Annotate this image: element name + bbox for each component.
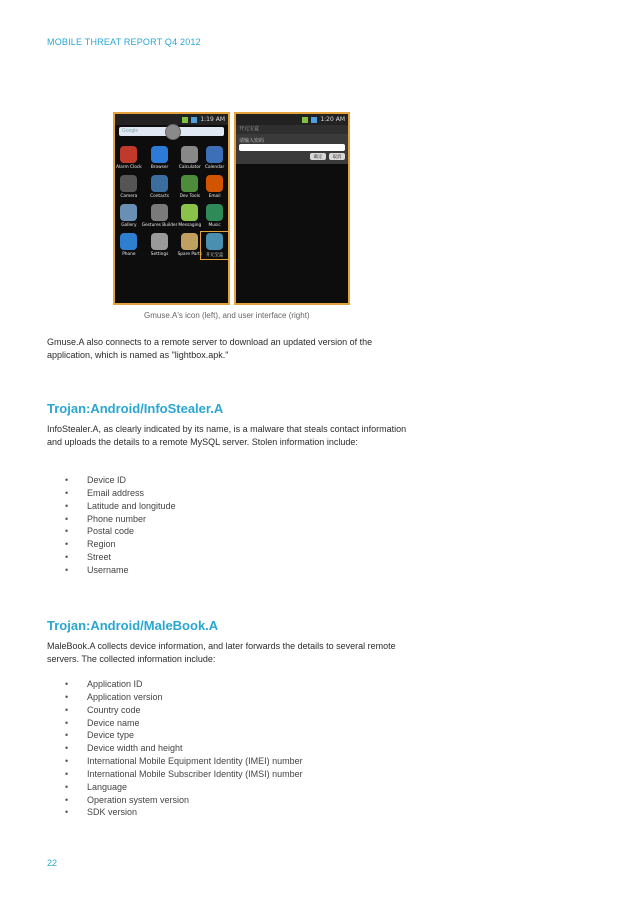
list-item <box>65 538 176 551</box>
app-icon <box>206 204 223 221</box>
list-item-text: Region <box>87 539 116 550</box>
list-item-text: Street <box>87 552 112 563</box>
app-icon <box>151 233 168 250</box>
list-item-text: Postal code <box>87 526 135 537</box>
list-item <box>65 525 176 538</box>
page-number: 22 <box>47 858 58 868</box>
list-item-text: International Mobile Subscriber Identity (IMSI) number <box>87 768 303 779</box>
list-item-text: Application ID <box>87 679 143 689</box>
app-label: Email <box>208 194 221 199</box>
phone-screenshot-password-dialog <box>234 112 350 305</box>
list-item-text: Application version <box>87 691 163 702</box>
list-item-text: Username <box>87 564 129 575</box>
google-search-bar <box>119 127 224 136</box>
app-icon <box>206 146 223 163</box>
app-label: Messaging <box>178 223 202 228</box>
list-item-text: Language <box>87 781 128 792</box>
app-icon-item <box>177 146 202 170</box>
bullet-icon: • <box>65 513 69 524</box>
app-icon <box>206 233 223 250</box>
ok-button: 确定 <box>310 153 326 160</box>
app-icon <box>151 204 168 221</box>
bullet-icon: • <box>65 794 69 805</box>
app-icon-item <box>142 204 178 228</box>
figure-caption: Gmuse.A's icon (left), and user interface (right) <box>144 311 310 320</box>
app-label: Settings <box>150 252 169 257</box>
bullet-icon: • <box>65 500 69 511</box>
bullet-icon: • <box>65 743 69 754</box>
app-icon-item <box>177 175 202 199</box>
signal-icon <box>302 117 308 123</box>
list-item-text: Device type <box>87 730 135 741</box>
bullet-icon: • <box>65 691 69 702</box>
app-icon-item <box>116 175 142 199</box>
app-label: Alarm Clock <box>116 165 142 170</box>
app-label: Contacts <box>150 194 170 199</box>
status-time: 1:19 AM <box>200 116 225 123</box>
app-icon <box>181 233 198 250</box>
app-grid <box>115 138 228 258</box>
bullet-list-infostealer <box>65 474 176 577</box>
list-item <box>65 806 303 819</box>
bullet-icon: • <box>65 526 69 537</box>
app-icon-item <box>177 233 202 258</box>
section-paragraph-malebook: MaleBook.A collects device information, and later forwards the details to several remote servers. The collected information include: <box>47 641 396 664</box>
app-icon <box>120 233 137 250</box>
list-item <box>65 487 176 500</box>
bullet-icon: • <box>65 807 69 818</box>
app-icon-item <box>202 146 227 170</box>
list-item-text: International Mobile Equipment Identity (IMEI) number <box>87 756 303 767</box>
list-item-text: Device width and height <box>87 743 183 754</box>
app-icon-item <box>116 146 142 170</box>
list-item-text: Country code <box>87 704 141 715</box>
list-item <box>65 755 303 768</box>
dialog-title: 开元宝盒 <box>236 125 348 134</box>
password-input <box>239 144 345 151</box>
app-icon <box>120 204 137 221</box>
bullet-icon: • <box>65 475 69 485</box>
signal-icon <box>182 117 188 123</box>
app-icon <box>181 204 198 221</box>
cancel-button: 取消 <box>329 153 345 160</box>
app-label: Gallery <box>121 223 137 228</box>
bullet-icon: • <box>65 756 69 767</box>
list-item <box>65 704 303 717</box>
app-icon-item <box>142 233 178 258</box>
app-label: Dev Tools <box>179 194 201 199</box>
list-item <box>65 474 176 487</box>
bullet-icon: • <box>65 781 69 792</box>
app-icon-item <box>142 146 178 170</box>
app-icon <box>151 146 168 163</box>
bullet-icon: • <box>65 552 69 563</box>
screenshot-figure <box>113 112 350 305</box>
password-dialog <box>236 134 348 164</box>
bullet-icon: • <box>65 768 69 779</box>
app-icon-item <box>142 175 178 199</box>
list-item <box>65 742 303 755</box>
app-icon-item <box>202 233 227 258</box>
list-item <box>65 691 303 704</box>
app-icon-item <box>116 204 142 228</box>
page-header: MOBILE THREAT REPORT Q4 2012 <box>47 37 201 47</box>
app-icon <box>120 175 137 192</box>
app-icon <box>181 146 198 163</box>
app-icon-item <box>202 175 227 199</box>
battery-icon <box>191 117 197 123</box>
app-icon <box>151 175 168 192</box>
list-item <box>65 513 176 526</box>
list-item <box>65 729 303 742</box>
list-item <box>65 717 303 730</box>
app-icon-item <box>177 204 202 228</box>
app-label: Music <box>208 223 221 228</box>
bullet-icon: • <box>65 730 69 741</box>
app-label: Calendar <box>204 165 225 170</box>
list-item-text: Device ID <box>87 475 127 485</box>
list-item-text: Operation system version <box>87 794 190 805</box>
list-item <box>65 768 303 781</box>
app-icon <box>181 175 198 192</box>
list-item <box>65 551 176 564</box>
section-paragraph-infostealer: InfoStealer.A, as clearly indicated by its name, is a malware that steals contact information and uploads the details to a remote MySQL server. Stolen information include: <box>47 424 407 447</box>
battery-icon <box>311 117 317 123</box>
app-label: Phone <box>122 252 136 257</box>
list-item-text: Phone number <box>87 513 147 524</box>
app-icon <box>120 146 137 163</box>
search-placeholder: Google <box>122 128 139 134</box>
app-icon-item <box>202 204 227 228</box>
app-label: Calculator <box>178 165 201 170</box>
list-item-text: SDK version <box>87 807 138 818</box>
app-icon-item <box>116 233 142 258</box>
status-time: 1:20 AM <box>320 116 345 123</box>
bullet-icon: • <box>65 487 69 498</box>
bullet-icon: • <box>65 679 69 689</box>
list-item <box>65 781 303 794</box>
bullet-icon: • <box>65 539 69 550</box>
section-heading-infostealer: Trojan:Android/InfoStealer.A <box>47 401 224 416</box>
list-item <box>65 794 303 807</box>
app-label: Camera <box>120 194 138 199</box>
password-label: 请输入密码 <box>239 138 265 144</box>
app-label: Spare Parts <box>177 252 203 257</box>
app-label: Gestures Builder <box>141 223 178 228</box>
drawer-handle-icon <box>165 124 181 140</box>
list-item-text: Device name <box>87 717 140 728</box>
list-item <box>65 564 176 577</box>
list-item <box>65 500 176 513</box>
list-item <box>65 678 303 691</box>
intro-paragraph: Gmuse.A also connects to a remote server to download an updated version of the application, which is named as "lightbox.apk." <box>47 337 373 360</box>
section-heading-malebook: Trojan:Android/MaleBook.A <box>47 618 219 633</box>
bullet-icon: • <box>65 564 69 575</box>
list-item-text: Email address <box>87 487 145 498</box>
list-item-text: Latitude and longitude <box>87 500 176 511</box>
app-label: 开元宝盒 <box>206 253 224 258</box>
bullet-list-malebook <box>65 678 303 819</box>
app-icon <box>206 175 223 192</box>
bullet-icon: • <box>65 717 69 728</box>
app-label: Browser <box>150 165 169 170</box>
status-bar <box>236 114 348 125</box>
bullet-icon: • <box>65 704 69 715</box>
phone-screenshot-app-drawer <box>113 112 230 305</box>
